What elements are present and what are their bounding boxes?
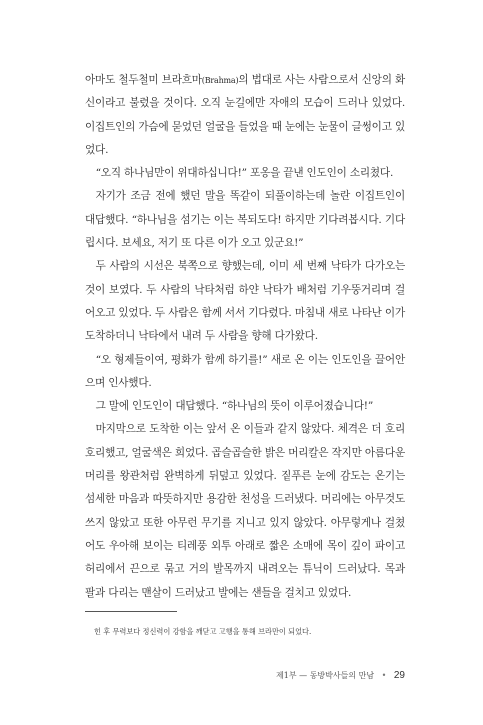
paragraph-6: 그 말에 인도인이 대답했다. “하나님의 뜻이 이루어졌습니다!”	[95, 400, 374, 413]
paragraph-7: 마지막으로 도착한 이는 앞서 온 이들과 같지 않았다. 체격은 더 호리호리했고, 얼굴색은 희었다. 곱슬곱슬한 밝은 머리칼은 작지만 아름다운 머리를 왕관처럼 완벽하게 뒤덮고 있었다. 짙푸른 눈에 감도는 온기는 섬세한 마음과 따뜻하지만 용감한 천성을 드러냈다. 머리에는 아무것도 쓰지 않았고 또한 아무런 무기를 지니고 있지 않았다. 아무렇게나 걸쳤어도 우아해 보이는 티레풍 외투 아래로 짧은 소매에 목이 깊이 파이고 허리에서 끈으로 묶고 거의 발목까지 내려오는 튜닉이 드러났다. 목과 팔과 다리는 맨살이 드러났고 발에는 샌들을 걸치고 있었다.	[85, 423, 405, 599]
paragraph-3: 자기가 조금 전에 했던 말을 똑같이 되풀이하는데 놀란 이집트인이 대답했다. “하나님을 섬기는 이는 복되도다! 하지만 기다려봅시다. 기다립시다. 보세요, 저기 또 다른 이가 오고 있군요!”	[85, 190, 405, 250]
paragraph-4: 두 사람의 시선은 북쪽으로 향했는데, 이미 세 번째 낙타가 다가오는 것이 보였다. 두 사람의 낙타처럼 하얀 낙타가 배처럼 기우뚱거리며 걸어오고 있었다. 두 사람은 함께 서서 기다렸다. 마침내 새로 나타난 이가 도착하더니 낙타에서 내려 두 사람을 향해 다가왔다.	[85, 260, 405, 343]
footer-dash: —	[299, 671, 308, 680]
footer-chapter-title: 동방박사들의 만남	[309, 671, 375, 680]
paragraph-5: “오 형제들이여, 평화가 함께 하기를!” 새로 온 이는 인도인을 끌어안으며 인사했다.	[85, 353, 405, 389]
footer-section: 제1부	[276, 671, 297, 680]
body-text	[85, 69, 405, 605]
footnote: 힌 후 무력보다 정신력이 강함을 깨닫고 고행을 통해 브라만이 되었다.	[94, 627, 312, 636]
paragraph-2: “오직 하나님만이 위대하십니다!” 포옹을 끝낸 인도인이 소리쳤다.	[95, 167, 394, 180]
paragraph-1-text-a: 아마도 철두철미 브라흐마	[85, 74, 202, 86]
footer-bullet: •	[381, 671, 387, 680]
paragraph-1	[85, 69, 405, 162]
footnote-reference: (Brahma)	[201, 76, 239, 85]
running-footer	[276, 670, 405, 681]
footnote-divider	[85, 611, 177, 612]
page-number: 29	[393, 670, 405, 681]
paragraph-1-text-b: 의 법대로 사는 사람으로서 신앙의 화신이라고 불렸을 것이다. 오직 눈길에만 자애의 모습이 드러나 있었다. 이집트인의 가슴에 묻었던 얼굴을 들었을 때 눈에는 눈물이 글썽이고 있었다.	[85, 74, 405, 156]
